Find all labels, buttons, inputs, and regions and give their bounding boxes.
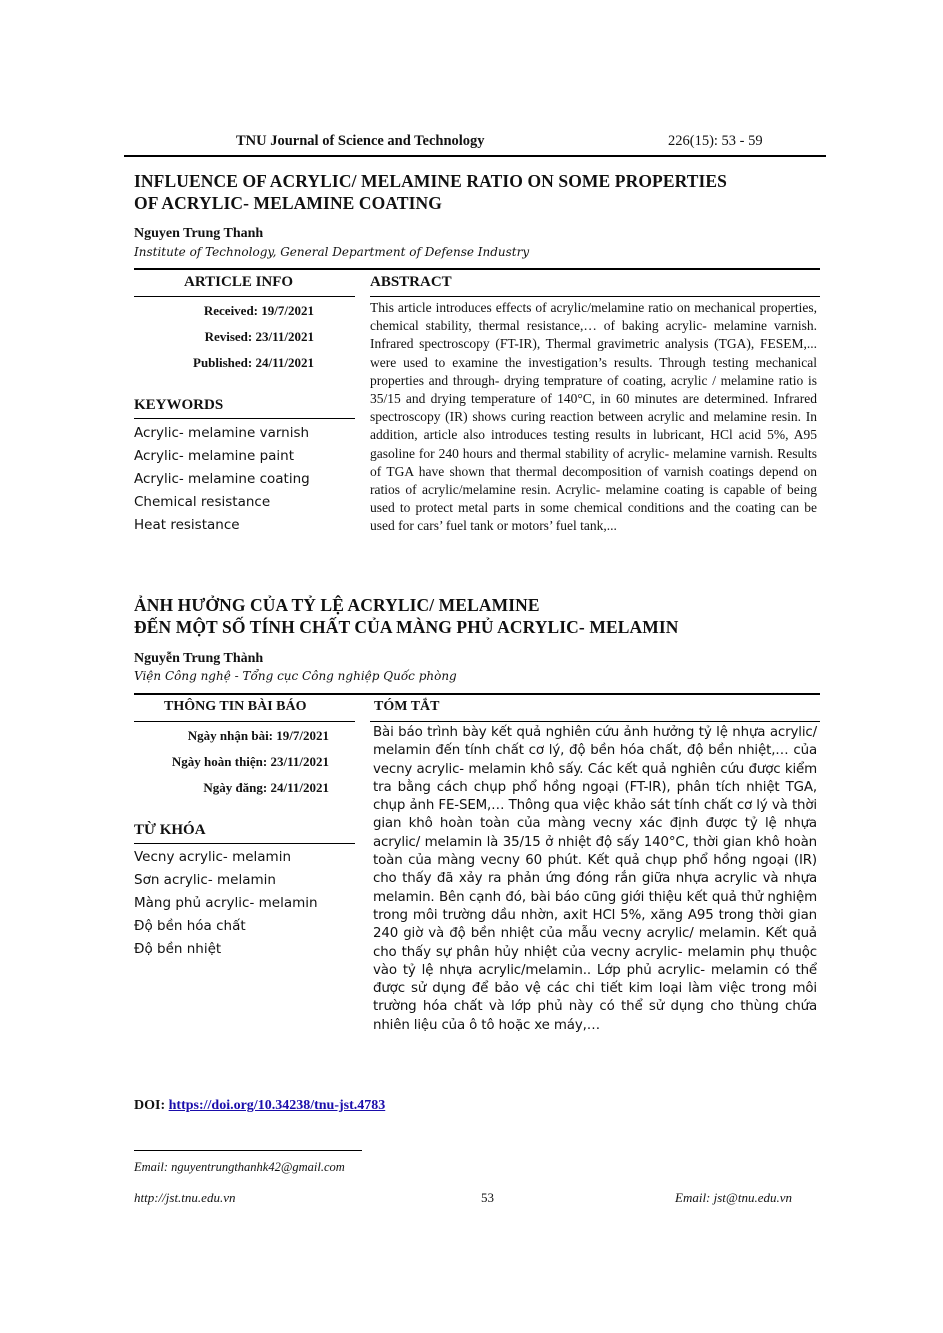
doi-link[interactable]: https://doi.org/10.34238/tnu-jst.4783	[168, 1098, 386, 1113]
keyword-item: Màng phủ acrylic- melamin	[134, 895, 318, 911]
keyword-item: Độ bền nhiệt	[134, 941, 222, 957]
article-title-en	[134, 170, 727, 214]
info-top-rule-vi	[134, 693, 820, 695]
article-title-vi	[134, 594, 679, 638]
published-date: Published: 24/11/2021	[193, 355, 314, 370]
doi-line	[134, 1098, 385, 1114]
article-dates-vi	[134, 723, 329, 801]
affiliation-en: Institute of Technology, General Department of Defense Industry	[134, 245, 530, 259]
info-mid-rule-right	[370, 296, 820, 297]
received-date: Received: 19/7/2021	[203, 303, 314, 318]
doi-label: DOI:	[134, 1098, 169, 1113]
published-date: Ngày đăng: 24/11/2021	[203, 780, 329, 795]
revised-date: Ngày hoàn thiện: 23/11/2021	[171, 754, 329, 769]
keywords-rule	[134, 418, 355, 419]
abstract-heading: ABSTRACT	[370, 274, 452, 290]
received-date: Ngày nhận bài: 19/7/2021	[187, 728, 329, 743]
page-range: 226(15): 53 - 59	[668, 133, 763, 149]
keyword-item: Acrylic- melamine coating	[134, 471, 310, 487]
info-mid-rule-right-vi	[370, 721, 820, 722]
page-number: 53	[481, 1190, 494, 1205]
affiliation-vi: Viện Công nghệ - Tổng cục Công nghiệp Quốc phòng	[134, 669, 457, 683]
footnote-rule	[134, 1150, 362, 1151]
keyword-item: Sơn acrylic- melamin	[134, 872, 276, 888]
journal-name: TNU Journal of Science and Technology	[236, 133, 485, 149]
keywords-list-vi	[134, 846, 359, 961]
abstract-text-vi: Bài báo trình bày kết quả nghiên cứu ảnh hưởng tỷ lệ nhựa acrylic/ melamin đến tính chất cơ lý, độ bền hóa chất, độ bền nhiệt,… của vecny acrylic- melamin khô sấy. Các kết quả nghiên cứu được kiểm tra bằng cách chụp phổ hồng ngoại (FT-IR), phân tích nhiệt TGA, chụp ảnh FE-SEM,… Thông qua việc khảo sát tính chất cơ lý và thời gian khô hoàn toàn của màng vecny xác định được tỷ lệ nhựa acrylic/ melamin là 35/15 ở nhiệt độ sấy 140°C, thời gian khô hoàn toàn của màng vecny 60 phút. Kết quả chụp phổ hồng ngoại (IR) cho thấy đã xảy ra phản ứng đóng rắn giữa nhựa acrylic và nhựa melamin. Bên cạnh đó, bài báo cũng giới thiệu kết quả thử nghiệm trong môi trường dầu nhờn, axit HCl 5%, xăng A95 trong thời gian 240 giờ và độ bền nhiệt của mẫu vecny acrylic/ melamin. Kết quả cho thấy sự phân hủy nhiệt của vecny acrylic- melamin phụ thuộc vào tỷ lệ nhựa acrylic/melamin.. Lớp phủ acrylic- melamin có thể được sử dụng để bảo vệ các chi tiết kim loại làm việc trong môi trường hóa chất và lớp phủ này có thể sử dụng cho thùng chứa nhiên liệu của ô tô hoặc xe máy,…	[373, 725, 817, 1033]
article-info-heading: ARTICLE INFO	[184, 274, 294, 290]
title-line-2: ĐẾN MỘT SỐ TÍNH CHẤT CỦA MÀNG PHỦ ACRYLIC- MELAMIN	[134, 617, 679, 637]
title-line-2: OF ACRYLIC- MELAMINE COATING	[134, 193, 442, 213]
keyword-item: Độ bền hóa chất	[134, 918, 246, 934]
author-email-footnote: Email: nguyentrungthanhk42@gmail.com	[134, 1160, 345, 1174]
abstract-text-en: This article introduces effects of acrylic/melamine ratio on mechanical properties, chemical stability, thermal resistance,… of baking acrylic- melamine varnish. Infrared spectroscopy (FT-IR), Thermal gravimetric analysis (TGA), FESEM,... were used to examine the investigation’s results. Through testing mechanical properties and through- drying temprature of coating, acrylic / melamine ratio is 35/15 and drying temperature of 140°C, in 60 minutes are determined. Infrared spectroscopy (IR) shows curing reaction between acrylic and melamine resin. In addition, article also introduces testing results in lubricant, HCl acid 5%, A95 gasoline for 240 hours and thermal stability of acrylic- melamine varnish. Results of TGA have shown that thermal decomposition of varnish coatings depend on ratios of acrylic/melamine resin. Acrylic- melamine coating is capable of being used to protect metal parts in some chemical conditions and the coating can be used for cars’ fuel tank or motors’ fuel tank,...	[370, 300, 817, 534]
abstract-heading-vi: TÓM TẮT	[374, 699, 440, 714]
info-top-rule	[134, 268, 820, 270]
footer-email: Email: jst@tnu.edu.vn	[675, 1190, 793, 1205]
article-info-heading-vi: THÔNG TIN BÀI BÁO	[164, 699, 307, 714]
keywords-heading: KEYWORDS	[134, 397, 224, 413]
keywords-list-en	[134, 422, 359, 537]
info-mid-rule-left	[134, 296, 355, 297]
title-line-1: ẢNH HƯỞNG CỦA TỶ LỆ ACRYLIC/ MELAMINE	[134, 595, 540, 615]
keyword-item: Vecny acrylic- melamin	[134, 849, 292, 865]
keyword-item: Heat resistance	[134, 517, 240, 533]
author-name-en: Nguyen Trung Thanh	[134, 226, 264, 241]
keyword-item: Acrylic- melamine paint	[134, 448, 295, 464]
title-line-1: INFLUENCE OF ACRYLIC/ MELAMINE RATIO ON SOME PROPERTIES	[134, 171, 728, 191]
info-mid-rule-left-vi	[134, 721, 355, 722]
author-name-vi: Nguyễn Trung Thành	[134, 651, 264, 666]
revised-date: Revised: 23/11/2021	[204, 329, 314, 344]
keyword-item: Chemical resistance	[134, 494, 271, 510]
footer-url: http://jst.tnu.edu.vn	[134, 1190, 236, 1205]
article-dates-en	[134, 298, 314, 376]
header-rule	[124, 155, 826, 157]
keywords-rule-vi	[134, 843, 355, 844]
keywords-heading-vi: TỪ KHÓA	[134, 822, 206, 838]
keyword-item: Acrylic- melamine varnish	[134, 425, 310, 441]
